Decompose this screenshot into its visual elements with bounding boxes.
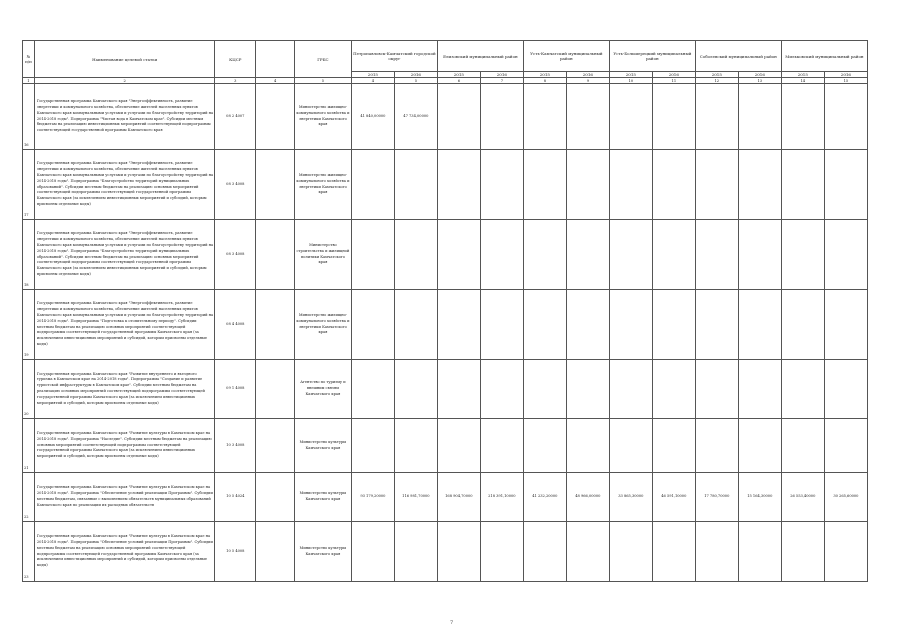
value-cell (738, 360, 781, 419)
value-cell (695, 220, 738, 290)
row-number: 23 (23, 522, 35, 582)
table-row (23, 473, 868, 522)
value-cell (480, 220, 523, 290)
value-cell: 41 840,00000 (351, 84, 394, 150)
value-cell (738, 290, 781, 360)
table-row (23, 419, 868, 473)
value-cell (523, 84, 566, 150)
value-cell: 17 780,70000 (695, 473, 738, 522)
column-index-cell: 5 (294, 78, 351, 84)
column-index-cell: 9 (566, 78, 609, 84)
column-index-cell: 12 (695, 78, 738, 84)
value-cell: 46 591,10000 (652, 473, 695, 522)
header-num: № п/п (23, 41, 35, 78)
header-year: 2016 (566, 72, 609, 78)
row-grbs: Министерство культуры Камчатского края (294, 419, 351, 473)
column-index-cell: 1 (23, 78, 35, 84)
row-kcsr: 08 4 4008 (215, 290, 256, 360)
value-cell (351, 522, 394, 582)
value-cell (609, 220, 652, 290)
value-cell (824, 150, 867, 220)
value-cell (480, 360, 523, 419)
header-year: 2015 (351, 72, 394, 78)
header-year: 2015 (781, 72, 824, 78)
value-cell (480, 419, 523, 473)
value-cell (394, 360, 437, 419)
row-blank (256, 473, 295, 522)
value-cell (566, 220, 609, 290)
row-number: 21 (23, 419, 35, 473)
row-blank (256, 84, 295, 150)
header-grbs: ГРБС (294, 41, 351, 78)
row-grbs: Министерство строительства и жилищной политики Камчатского края (294, 220, 351, 290)
value-cell (824, 419, 867, 473)
header-year: 2015 (609, 72, 652, 78)
value-cell: 93 179,20000 (351, 473, 394, 522)
row-kcsr: 08 3 4008 (215, 220, 256, 290)
value-cell (652, 220, 695, 290)
value-cell (738, 220, 781, 290)
header-year: 2015 (437, 72, 480, 78)
value-cell (781, 84, 824, 150)
value-cell (695, 419, 738, 473)
value-cell (609, 522, 652, 582)
value-cell (480, 522, 523, 582)
value-cell (781, 360, 824, 419)
header-district: Елизовский муниципальный район (437, 41, 523, 72)
header-year: 2016 (738, 72, 781, 78)
value-cell (652, 360, 695, 419)
value-cell (652, 290, 695, 360)
table-row (23, 150, 868, 220)
column-index-cell: 6 (437, 78, 480, 84)
value-cell (824, 220, 867, 290)
value-cell (523, 290, 566, 360)
value-cell (394, 220, 437, 290)
value-cell (566, 360, 609, 419)
value-cell (566, 84, 609, 150)
value-cell: 26 553,40000 (781, 473, 824, 522)
value-cell (738, 419, 781, 473)
column-index-cell: 11 (652, 78, 695, 84)
value-cell (566, 150, 609, 220)
row-number: 18 (23, 220, 35, 290)
value-cell (695, 522, 738, 582)
column-index-cell: 14 (781, 78, 824, 84)
row-grbs: Министерство культуры Камчатского края (294, 473, 351, 522)
row-name: Государственная программа Камчатского края "Энергоэффективность, развитие энергетики и коммунального хозяйства, обеспечение жителей населенных пунктов Камчатского края коммунальными услугами и услугами по благоустройству территорий на 2014-2018 годы". Подпрограмма "Подготовка к отопительному периоду". Субсидии местным бюджетам на реализацию основных мероприятий соответствующей подпрограммы соответствующей государственной программы Камчатского края (за исключением инвестиционных мероприятий и субсидий, которым присвоены отдельные коды) (34, 290, 215, 360)
value-cell (566, 419, 609, 473)
column-index-cell: 7 (480, 78, 523, 84)
column-index-cell: 2 (34, 78, 215, 84)
value-cell (523, 150, 566, 220)
value-cell (695, 360, 738, 419)
row-kcsr: 10 5 4008 (215, 522, 256, 582)
value-cell (523, 360, 566, 419)
row-grbs: Агентство по туризму и внешним связям Камчатского края (294, 360, 351, 419)
value-cell (566, 522, 609, 582)
header-year: 2015 (523, 72, 566, 78)
header-district: Мильковский муниципальный район (781, 41, 867, 72)
value-cell (824, 522, 867, 582)
row-kcsr: 08 3 4008 (215, 150, 256, 220)
value-cell: 41 232,20000 (523, 473, 566, 522)
value-cell (781, 220, 824, 290)
value-cell (394, 419, 437, 473)
row-name: Государственная программа Камчатского края "Энергоэффективность, развитие энергетики и коммунального хозяйства, обеспечение жителей населенных пунктов Камчатского края коммунальными услугами и услугами по благоустройству территорий на 2014-2018 годы". Подпрограмма "Чистая вода в Камчатском крае". Субсидии местным бюджетам на реализацию инвестиционных мероприятий соответствующей подпрограммы соответствующей государственной программы Камчатского края (34, 84, 215, 150)
row-grbs: Министерство культуры Камчатского края (294, 522, 351, 582)
budget-table (22, 40, 868, 582)
value-cell (609, 360, 652, 419)
row-blank (256, 522, 295, 582)
table-row (23, 84, 868, 150)
value-cell (609, 419, 652, 473)
row-grbs: Министерство жилищно-коммунального хозяйства и энергетики Камчатского края (294, 150, 351, 220)
row-name: Государственная программа Камчатского края "Развитие внутреннего и въездного туризма в Камчатском крае на 2014-2018 годы". Подпрограмма "Создание и развитие туристской инфраструктуры в Камчатском крае". Субсидии местным бюджетам на реализацию основных мероприятий соответствующей подпрограммы соответствующей государственной программы Камчатского края (за исключением инвестиционных мероприятий и субсидий, которым присвоены отдельные коды) (34, 360, 215, 419)
value-cell (824, 290, 867, 360)
value-cell (781, 150, 824, 220)
row-blank (256, 360, 295, 419)
value-cell: 48 966,00000 (566, 473, 609, 522)
header-district: Петропавловск-Камчатский городской округ (351, 41, 437, 72)
value-cell (351, 419, 394, 473)
row-kcsr: 10 3 4008 (215, 419, 256, 473)
value-cell (437, 360, 480, 419)
row-kcsr: 10 5 4024 (215, 473, 256, 522)
value-cell (738, 150, 781, 220)
page-number: 7 (450, 620, 454, 626)
row-number: 20 (23, 360, 35, 419)
value-cell (437, 419, 480, 473)
column-index-cell: 5 (394, 78, 437, 84)
value-cell (437, 220, 480, 290)
value-cell (480, 290, 523, 360)
value-cell (394, 150, 437, 220)
header-district: Соболевский муниципальный район (695, 41, 781, 72)
value-cell (652, 84, 695, 150)
table-row (23, 522, 868, 582)
row-kcsr: 08 2 4007 (215, 84, 256, 150)
header-year: 2015 (695, 72, 738, 78)
value-cell (351, 360, 394, 419)
value-cell (523, 220, 566, 290)
value-cell: 15 164,30000 (738, 473, 781, 522)
header-year: 2016 (394, 72, 437, 78)
column-index-cell: 15 (824, 78, 867, 84)
value-cell (523, 522, 566, 582)
value-cell: 30 265,60000 (824, 473, 867, 522)
value-cell: 47 734,00000 (394, 84, 437, 150)
row-number: 22 (23, 473, 35, 522)
row-name: Государственная программа Камчатского края "Развитие культуры в Камчатском крае на 2014-2018 годы". Подпрограмма "Обеспечение условий реализации Программы". Субсидии местным бюджетам на реализацию основных мероприятий соответствующей подпрограммы соответствующей государственной программы Камчатского края (за исключением инвестиционных мероприятий и субсидий, которым присвоены отдельные коды) (34, 522, 215, 582)
row-grbs: Министерство жилищно-коммунального хозяйства и энергетики Камчатского края (294, 84, 351, 150)
value-cell (437, 522, 480, 582)
header-year: 2016 (824, 72, 867, 78)
column-index-cell: 13 (738, 78, 781, 84)
row-name: Государственная программа Камчатского края "Развитие культуры в Камчатском крае на 2014-2018 годы". Подпрограмма "Наследие". Субсидии местным бюджетам на реализацию основных мероприятий соответствующей подпрограммы соответствующей государственной программы Камчатского края (за исключением инвестиционных мероприятий и субсидий, которым присвоены отдельные коды) (34, 419, 215, 473)
value-cell (437, 290, 480, 360)
value-cell (351, 220, 394, 290)
row-kcsr: 09 1 4008 (215, 360, 256, 419)
value-cell: 168 904,70000 (437, 473, 480, 522)
value-cell (480, 84, 523, 150)
value-cell (652, 522, 695, 582)
column-index-cell: 4 (256, 78, 295, 84)
row-blank (256, 220, 295, 290)
value-cell (738, 84, 781, 150)
column-index-cell: 3 (215, 78, 256, 84)
value-cell (738, 522, 781, 582)
row-blank (256, 150, 295, 220)
value-cell (394, 290, 437, 360)
value-cell: 116 981,70000 (394, 473, 437, 522)
value-cell (394, 522, 437, 582)
header-year: 2016 (652, 72, 695, 78)
column-index-cell: 4 (351, 78, 394, 84)
value-cell (437, 150, 480, 220)
table-row (23, 360, 868, 419)
value-cell (824, 360, 867, 419)
table-row (23, 290, 868, 360)
value-cell (480, 150, 523, 220)
row-grbs: Министерство жилищно-коммунального хозяйства и энергетики Камчатского края (294, 290, 351, 360)
value-cell (781, 419, 824, 473)
row-name: Государственная программа Камчатского края "Энергоэффективность, развитие энергетики и коммунального хозяйства, обеспечение жителей населенных пунктов Камчатского края коммунальными услугами и услугами по благоустройству территорий на 2014-2018 годы". Подпрограмма "Благоустройство территорий муниципальных образований". Субсидии местным бюджетам на реализацию основных мероприятий соответствующей подпрограммы соответствующей государственной программы Камчатского края (за исключением инвестиционных мероприятий и субсидий, которым присвоены отдельные коды) (34, 150, 215, 220)
value-cell (652, 419, 695, 473)
value-cell (781, 522, 824, 582)
header-kcsr: КЦСР (215, 41, 256, 78)
value-cell (781, 290, 824, 360)
value-cell (695, 150, 738, 220)
row-number: 16 (23, 84, 35, 150)
column-index-cell: 10 (609, 78, 652, 84)
value-cell (523, 419, 566, 473)
value-cell (652, 150, 695, 220)
value-cell (351, 150, 394, 220)
header-name: Наименование целевой статьи (34, 41, 215, 78)
value-cell (437, 84, 480, 150)
value-cell (609, 84, 652, 150)
row-name: Государственная программа Камчатского края "Развитие культуры в Камчатском крае на 2014-2018 годы". Подпрограмма "Обеспечение условий реализации Программы". Субсидии местным бюджетам, связанные с выполнением обязательств муниципальных образований Камчатского края по реализации их расходных обязательств (34, 473, 215, 522)
row-blank (256, 419, 295, 473)
value-cell (609, 290, 652, 360)
row-blank (256, 290, 295, 360)
value-cell: 218 391,10000 (480, 473, 523, 522)
table-row (23, 220, 868, 290)
value-cell (824, 84, 867, 150)
value-cell (695, 84, 738, 150)
column-index-cell: 8 (523, 78, 566, 84)
row-number: 19 (23, 290, 35, 360)
value-cell: 33 865,30000 (609, 473, 652, 522)
header-district: Усть-Камчатский муниципальный район (523, 41, 609, 72)
row-name: Государственная программа Камчатского края "Энергоэффективность, развитие энергетики и коммунального хозяйства, обеспечение жителей населенных пунктов Камчатского края коммунальными услугами и услугами по благоустройству территорий на 2014-2018 годы". Подпрограмма "Благоустройство территорий муниципальных образований". Субсидии местным бюджетам на реализацию основных мероприятий соответствующей подпрограммы соответствующей государственной программы Камчатского края (за исключением инвестиционных мероприятий и субсидий, которым присвоены отдельные коды) (34, 220, 215, 290)
value-cell (695, 290, 738, 360)
value-cell (609, 150, 652, 220)
header-year: 2016 (480, 72, 523, 78)
header-blank (256, 41, 295, 78)
row-number: 17 (23, 150, 35, 220)
value-cell (351, 290, 394, 360)
header-district: Усть-Большерецкий муниципальный район (609, 41, 695, 72)
value-cell (566, 290, 609, 360)
